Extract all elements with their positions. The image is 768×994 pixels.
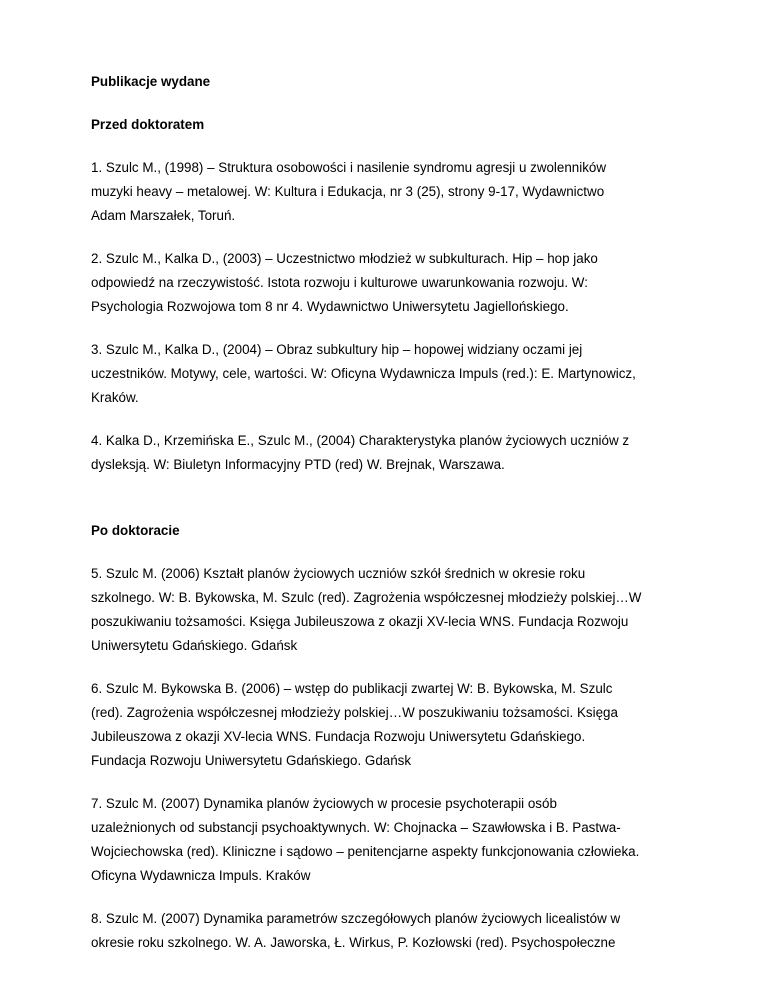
document-page — [91, 70, 691, 974]
section-heading-after-doctorate: Po doktoracie — [91, 523, 180, 538]
publication-item: 1. Szulc M., (1998) – Struktura osobowości i nasilenie syndromu agresji u zwolenników muzyki heavy – metalowej. W: Kultura i Edukacja, nr 3 (25), strony 9-17, Wydawnictwo Adam Marszałek, Toruń. — [91, 160, 607, 223]
publication-item: 4. Kalka D., Krzemińska E., Szulc M., (2004) Charakterystyka planów życiowych uczniów z dysleksją. W: Biuletyn Informacyjny PTD (red) W. Brejnak, Warszawa. — [91, 433, 630, 472]
publication-item: 5. Szulc M. (2006) Kształt planów życiowych uczniów szkół średnich w okresie roku szkolnego. W: B. Bykowska, M. Szulc (red). Zagrożenia współczesnej młodzieży polskiej…W poszukiwaniu tożsamości. Księga Jubileuszowa z okazji XV-lecia WNS. Fundacja Rozwoju Uniwersytetu Gdańskiego. Gdańsk — [91, 566, 642, 653]
document-title: Publikacje wydane — [91, 74, 211, 89]
publication-item: 6. Szulc M. Bykowska B. (2006) – wstęp do publikacji zwartej W: B. Bykowska, M. Szulc (red). Zagrożenia współczesnej młodzieży polskiej…W poszukiwaniu tożsamości. Księga Jubileuszowa z okazji XV-lecia WNS. Fundacja Rozwoju Uniwersytetu Gdańskiego. Fundacja Rozwoju Uniwersytetu Gdańskiego. Gdańsk — [91, 681, 618, 768]
publication-item: 7. Szulc M. (2007) Dynamika planów życiowych w procesie psychoterapii osób uzależnionych od substancji psychoaktywnych. W: Chojnacka – Szawłowska i B. Pastwa- Wojciechowska (red). Kliniczne i sądowo – penitencjarne aspekty funkcjonowania człowieka. Oficyna Wydawnicza Impuls. Kraków — [91, 796, 640, 883]
publication-item: 3. Szulc M., Kalka D., (2004) – Obraz subkultury hip – hopowej widziany oczami jej uczestników. Motywy, cele, wartości. W: Oficyna Wydawnicza Impuls (red.): E. Martynowicz, Kraków. — [91, 342, 636, 405]
publication-item: 8. Szulc M. (2007) Dynamika parametrów szczegółowych planów życiowych licealistów w okresie roku szkolnego. W. A. Jaworska, Ł. Wirkus, P. Kozłowski (red). Psychospołeczne — [91, 911, 621, 950]
publication-item: 2. Szulc M., Kalka D., (2003) – Uczestnictwo młodzież w subkulturach. Hip – hop jako odpowiedź na rzeczywistość. Istota rozwoju i kulturowe uwarunkowania rozwoju. W: Psychologia Rozwojowa tom 8 nr 4. Wydawnictwo Uniwersytetu Jagiellońskiego. — [91, 251, 598, 314]
section-heading-before-doctorate: Przed doktoratem — [91, 117, 205, 132]
